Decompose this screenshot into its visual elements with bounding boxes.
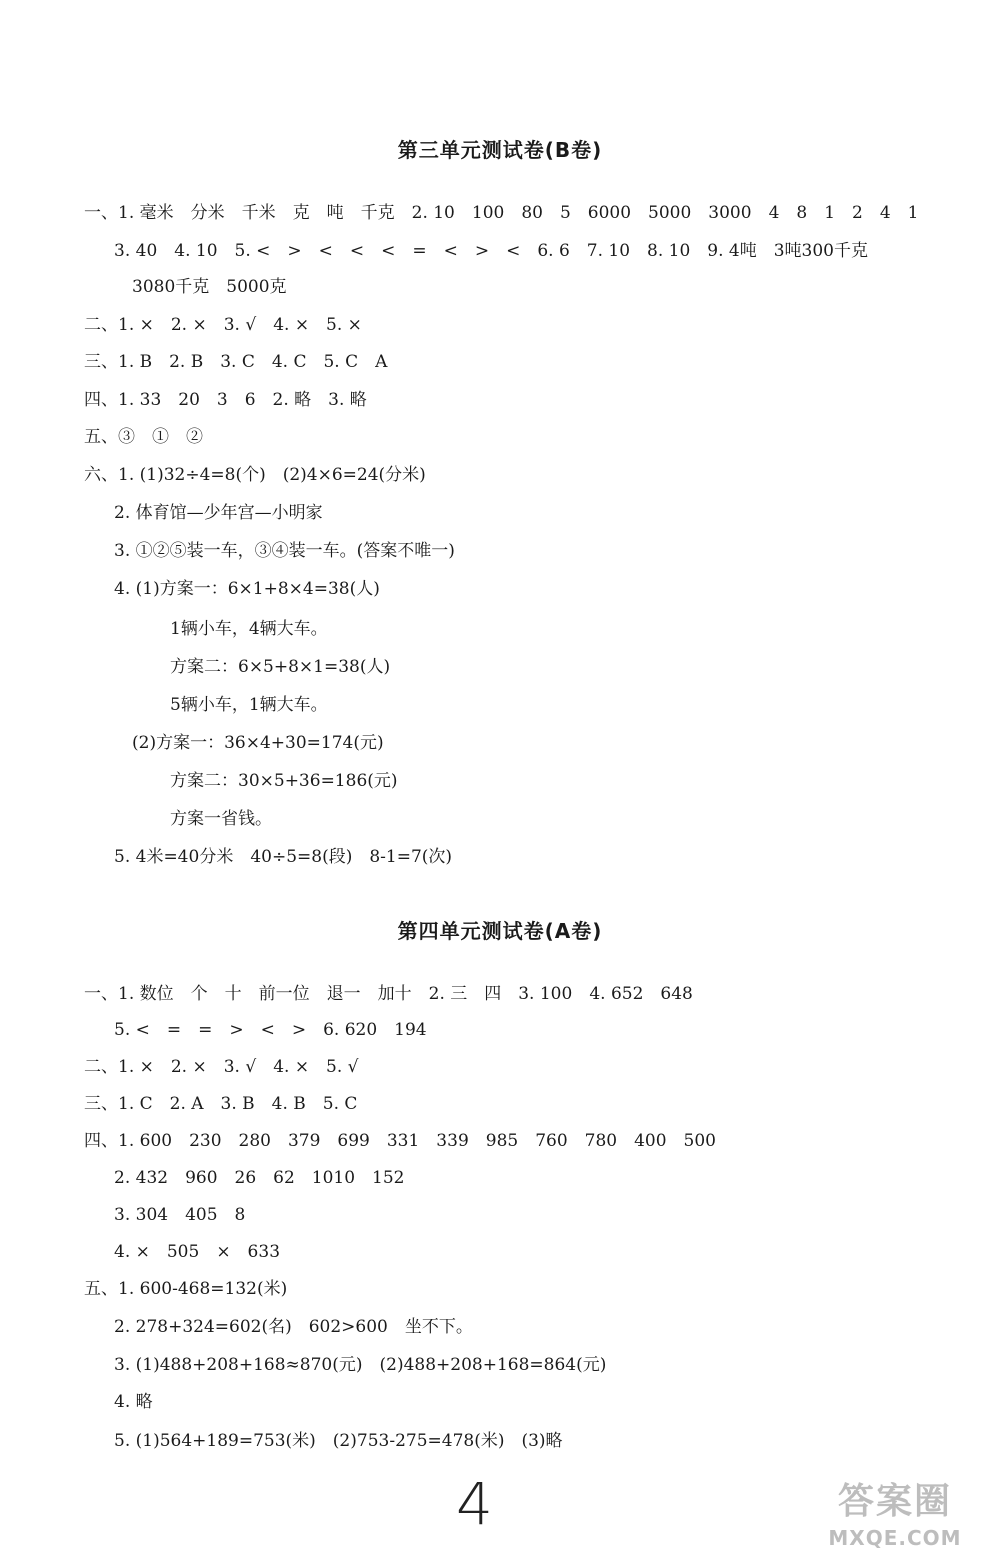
answer-line: 1辆小车，4辆大车。 [170,619,328,639]
answer-line: 方案一省钱。 [170,809,272,829]
page-number: 4 [456,1470,493,1538]
answer-line: 5. (1)564+189=753(米) (2)753-275=478(米) (3)略 [114,1431,563,1451]
answer-line: 2. 体育馆—少年宫—小明家 [114,503,323,523]
answer-line: 3. (1)488+208+168≈870(元) (2)488+208+168=864(元) [114,1355,607,1375]
answer-line: 3. 40 4. 10 5. < > < < < = < > < 6. 6 7. 10 8. 10 9. 4吨 3吨300千克 [114,241,868,261]
answer-line: 二、1. × 2. × 3. √ 4. × 5. √ [84,1057,359,1077]
watermark-domain: MXQE.COM [828,1526,962,1550]
answer-line: 方案二：30×5+36=186(元) [170,771,398,791]
answer-line: 5辆小车，1辆大车。 [170,695,328,715]
section-title-unit4-a: 第四单元测试卷(A卷) [397,919,603,943]
answer-line: 三、1. C 2. A 3. B 4. B 5. C [84,1094,358,1114]
answer-line: 四、1. 600 230 280 379 699 331 339 985 760 780 400 500 [84,1131,716,1151]
answer-line: 3080千克 5000克 [132,277,287,297]
answer-line: 5. < = = > < > 6. 620 194 [114,1020,427,1040]
section-title-unit3-b: 第三单元测试卷(B卷) [397,138,603,162]
answer-line: 二、1. × 2. × 3. √ 4. × 5. × [84,315,362,335]
answer-line: 5. 4米=40分米 40÷5=8(段) 8-1=7(次) [114,847,453,867]
answer-line: 2. 278+324=602(名) 602>600 坐不下。 [114,1317,473,1337]
answer-line: 4. × 505 × 633 [114,1242,281,1262]
answer-line: 3. 304 405 8 [114,1205,246,1225]
answer-line: 一、1. 毫米 分米 千米 克 吨 千克 2. 10 100 80 5 6000 5000 3000 4 8 1 2 4 1 [84,203,919,223]
answer-line: 六、1. (1)32÷4=8(个) (2)4×6=24(分米) [84,465,426,485]
answer-line: 四、1. 33 20 3 6 2. 略 3. 略 [84,390,367,410]
answer-line: 三、1. B 2. B 3. C 4. C 5. C A [84,352,388,372]
answer-line: 3. ①②⑤装一车，③④装一车。(答案不唯一) [114,541,455,561]
watermark-text: 答案圈 [837,1481,952,1522]
answer-line: 一、1. 数位 个 十 前一位 退一 加十 2. 三 四 3. 100 4. 652 648 [84,984,693,1004]
watermark-logo [800,1478,990,1560]
answer-line: 五、1. 600-468=132(米) [84,1279,288,1299]
answer-line: (2)方案一：36×4+30=174(元) [132,733,384,753]
answer-line: 4. (1)方案一：6×1+8×4=38(人) [114,579,380,599]
answer-line: 2. 432 960 26 62 1010 152 [114,1168,405,1188]
answer-line: 4. 略 [114,1392,153,1412]
answer-line: 五、③ ① ② [84,427,203,447]
answer-line: 方案二：6×5+8×1=38(人) [170,657,391,677]
